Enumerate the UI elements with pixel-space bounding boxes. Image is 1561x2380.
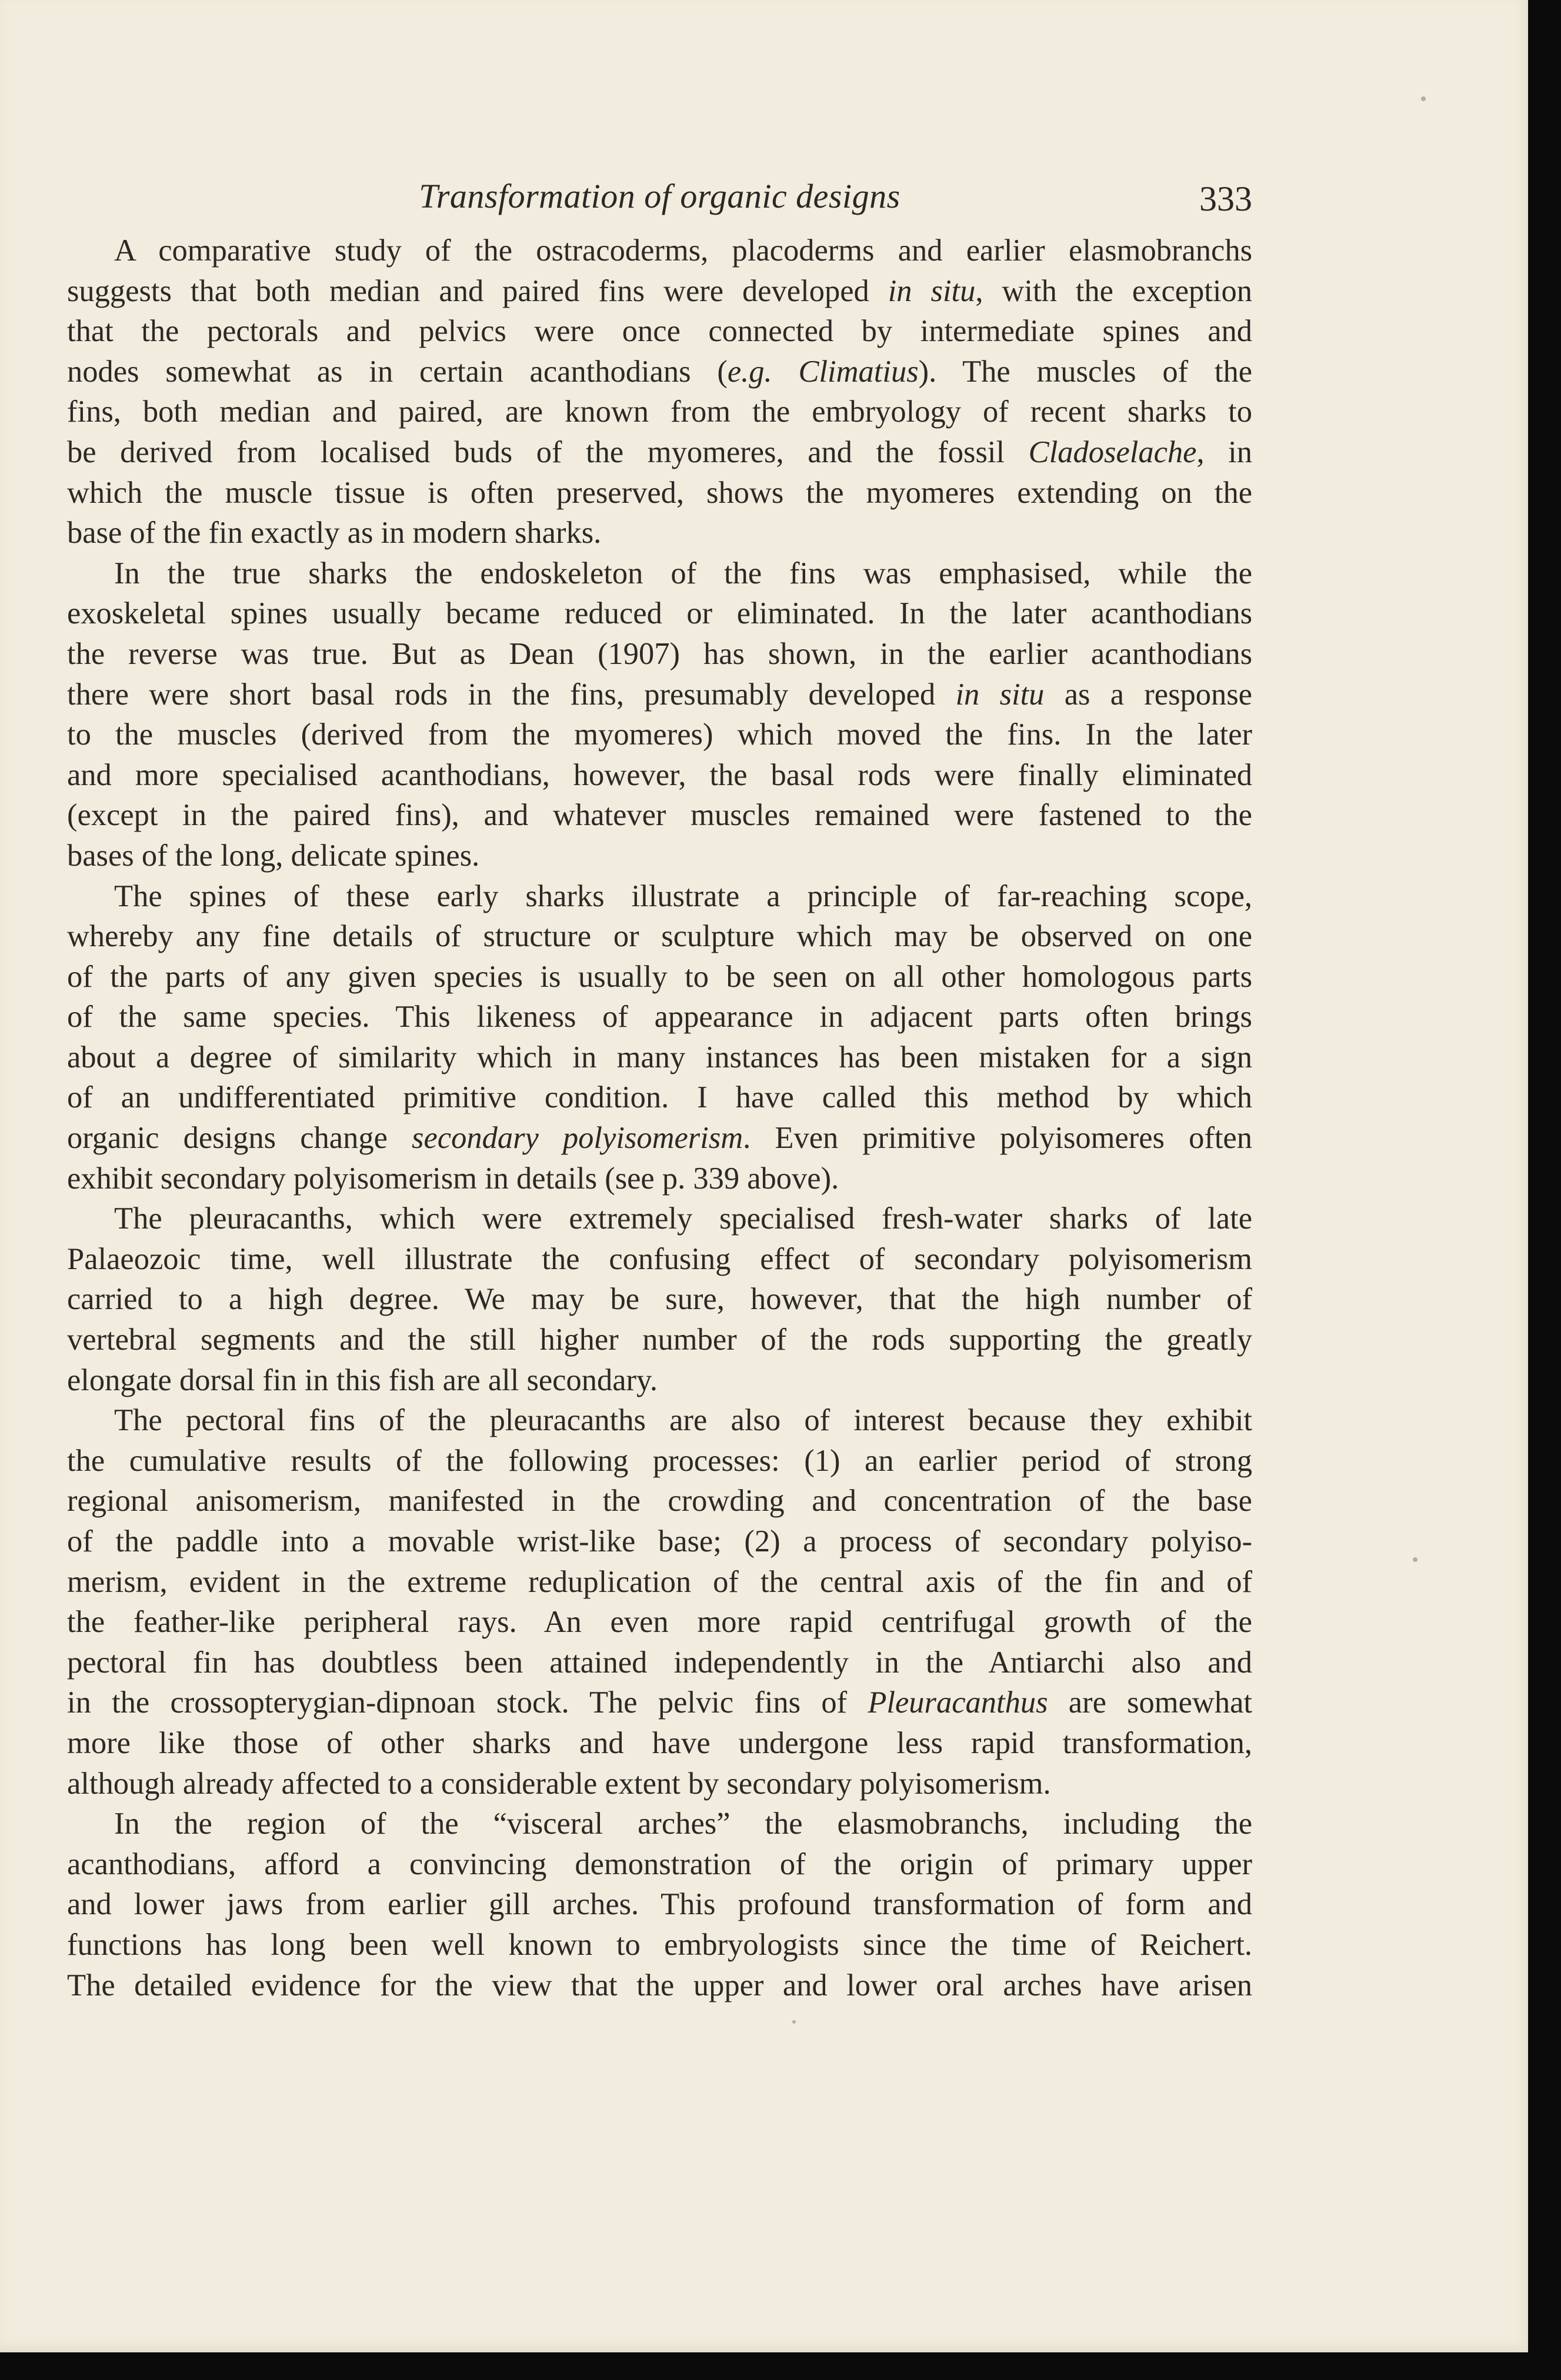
paragraph [67, 1400, 1252, 1804]
italic-run: Pleuracanthus [868, 1685, 1048, 1720]
text-line: functions has long been well known to embryologists since the time of Reichert. [67, 1927, 1252, 1962]
text-line: more like those of other sharks and have undergone less rapid transformation, [67, 1725, 1252, 1760]
paragraph [67, 1199, 1252, 1400]
text-line: The detailed evidence for the view that the upper and lower oral arches have arisen [67, 1968, 1252, 2002]
text-line: of the same species. This likeness of appearance in adjacent parts often brings [67, 1000, 1252, 1034]
text-run: . Even primitive polyisomeres often [743, 1121, 1252, 1156]
page-number: 333 [1199, 179, 1252, 218]
body-text [67, 231, 1252, 2005]
text-run: in the crossopterygian-dipnoan stock. The pelvic fins of [67, 1685, 868, 1720]
text-line: bases of the long, delicate spines. [67, 838, 480, 873]
text-line [67, 271, 1252, 312]
text-line: regional anisomerism, manifested in the crowding and concentration of the base [67, 1484, 1252, 1518]
text-line: exhibit secondary polyisomerism in details (see p. 339 above). [67, 1161, 839, 1196]
text-line: that the pectorals and pelvics were once connected by intermediate spines and [67, 314, 1252, 349]
page-header [67, 176, 1252, 229]
text-line: carried to a high degree. We may be sure, however, that the high number of [67, 1282, 1252, 1317]
text-line: and lower jaws from earlier gill arches. This profound transformation of form and [67, 1887, 1252, 1922]
text-line: exoskeletal spines usually became reduced or eliminated. In the later acanthodians [67, 596, 1252, 631]
text-run: , with the exception [975, 273, 1252, 308]
text-line: the reverse was true. But as Dean (1907) has shown, in the earlier acanthodians [67, 636, 1252, 671]
text-run: nodes somewhat as in certain acanthodians ( [67, 354, 728, 389]
text-line: vertebral segments and the still higher number of the rods supporting the greatly [67, 1323, 1252, 1357]
text-line: base of the fin exactly as in modern sharks. [67, 516, 602, 550]
text-line [67, 1683, 1252, 1723]
running-title: Transformation of organic designs [419, 177, 900, 215]
text-line: Palaeozoic time, well illustrate the confusing effect of secondary polyisomerism [67, 1241, 1252, 1276]
italic-run: Cladoselache [1028, 435, 1197, 469]
text-line: to the muscles (derived from the myomeres) which moved the fins. In the later [67, 717, 1252, 752]
text-run: ). The muscles of the [918, 354, 1253, 389]
text-run: , in [1196, 435, 1253, 469]
text-line: A comparative study of the ostracoderms, placoderms and earlier elasmobranchs [114, 233, 1252, 268]
text-line [67, 1118, 1252, 1159]
paragraph [67, 1804, 1252, 2005]
italic-run: in situ [888, 273, 976, 308]
text-line: merism, evident in the extreme reduplication of the central axis of the fin and of [67, 1564, 1252, 1599]
text-line: In the region of the “visceral arches” the elasmobranchs, including the [114, 1807, 1252, 1841]
text-run: are somewhat [1048, 1685, 1252, 1720]
text-run: organic designs change [67, 1121, 412, 1156]
paper-speck [1413, 1557, 1417, 1562]
text-line: fins, both median and paired, are known from the embryology of recent sharks to [67, 395, 1252, 429]
paragraph [67, 876, 1252, 1199]
text-line: of the parts of any given species is usually to be seen on all other homologous parts [67, 959, 1252, 994]
text-run: suggests that both median and paired fins were developed [67, 273, 888, 308]
text-line: which the muscle tissue is often preserved, shows the myomeres extending on the [67, 475, 1252, 510]
text-line: although already affected to a considerable extent by secondary polyisomerism. [67, 1766, 1051, 1801]
italic-run: e.g. Climatius [727, 354, 919, 389]
text-line: elongate dorsal fin in this fish are all secondary. [67, 1363, 658, 1397]
text-line [67, 432, 1252, 473]
paper-speck [1421, 96, 1426, 101]
italic-run: in situ [955, 677, 1045, 712]
text-line: the cumulative results of the following processes: (1) an earlier period of strong [67, 1443, 1252, 1478]
text-line: The spines of these early sharks illustrate a principle of far-reaching scope, [114, 879, 1252, 913]
text-line: acanthodians, afford a convincing demonstration of the origin of primary upper [67, 1847, 1252, 1881]
paragraph [67, 553, 1252, 876]
text-line: the feather-like peripheral rays. An even more rapid centrifugal growth of the [67, 1605, 1252, 1640]
paragraph [67, 231, 1252, 553]
text-line: In the true sharks the endoskeleton of the fins was emphasised, while the [114, 556, 1252, 590]
text-run: there were short basal rods in the fins, presumably developed [67, 677, 956, 712]
text-line: of an undifferentiated primitive condition. I have called this method by which [67, 1080, 1252, 1115]
text-line: and more specialised acanthodians, however, the basal rods were finally eliminated [67, 757, 1252, 792]
text-line [67, 675, 1252, 715]
text-line: The pleuracanths, which were extremely specialised fresh-water sharks of late [114, 1201, 1252, 1236]
text-line: The pectoral fins of the pleuracanths are also of interest because they exhibit [114, 1403, 1252, 1438]
text-run: as a response [1044, 677, 1252, 712]
italic-run: secondary polyisomerism [412, 1121, 743, 1156]
text-line: pectoral fin has doubtless been attained independently in the Antiarchi also and [67, 1645, 1252, 1680]
text-line: of the paddle into a movable wrist-like base; (2) a process of secondary polyiso- [67, 1524, 1252, 1558]
text-run: be derived from localised buds of the myomeres, and the fossil [67, 435, 1029, 469]
paper-speck [792, 2020, 796, 2024]
text-line: (except in the paired fins), and whatever muscles remained were fastened to the [67, 798, 1252, 833]
text-line: whereby any fine details of structure or sculpture which may be observed on one [67, 919, 1252, 954]
text-line: about a degree of similarity which in many instances has been mistaken for a sign [67, 1040, 1252, 1074]
text-line [67, 352, 1252, 392]
